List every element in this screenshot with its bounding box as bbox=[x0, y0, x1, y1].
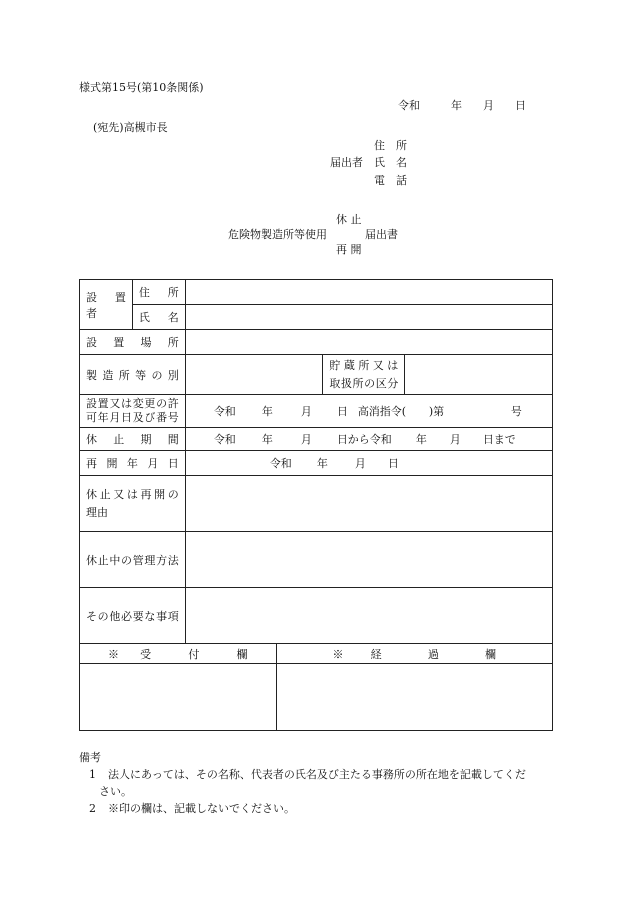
reason-label: 休止又は再開の 理由 bbox=[80, 476, 186, 532]
remarks bbox=[79, 749, 526, 817]
title-main-left: 危険物製造所等使用 bbox=[228, 228, 327, 241]
permit-field[interactable]: 令和 年 月 日 高消指令( )第 号 bbox=[185, 395, 552, 428]
remark-item-1-continued: さい。 bbox=[99, 785, 132, 798]
notifier-address-label: 住 所 bbox=[374, 139, 407, 152]
location-field[interactable] bbox=[185, 330, 552, 355]
suspension-period-field[interactable]: 令和 年 月 日から令和 年 月 日まで bbox=[185, 428, 552, 451]
date-era: 令和 bbox=[398, 99, 420, 112]
resume-date-label: 再開年月日 bbox=[80, 451, 186, 476]
notifier-name-label: 氏 名 bbox=[374, 156, 407, 169]
form-number: 様式第15号(第10条関係) bbox=[79, 81, 204, 94]
location-label: 設置場所 bbox=[80, 330, 186, 355]
date-day: 日 bbox=[515, 99, 526, 112]
storage-type-field[interactable] bbox=[405, 355, 553, 395]
storage-type-label: 貯蔵所又は 取扱所の区分 bbox=[323, 355, 405, 395]
remark-item-2: 2 ※印の欄は、記載しないでください。 bbox=[89, 802, 295, 815]
facility-type-label: 製造所等の別 bbox=[80, 355, 186, 395]
progress-field[interactable] bbox=[276, 664, 552, 731]
management-label: 休止中の管理方法 bbox=[80, 532, 186, 588]
installer-label: 設 置 者 bbox=[80, 280, 133, 330]
title-resume: 再 開 bbox=[336, 243, 362, 256]
reception-field[interactable] bbox=[80, 664, 277, 731]
resume-date-field[interactable]: 令和 年 月 日 bbox=[185, 451, 552, 476]
remarks-heading: 備考 bbox=[79, 751, 101, 764]
title-suspend: 休 止 bbox=[336, 213, 362, 226]
notifier-phone-label: 電 話 bbox=[374, 174, 407, 187]
other-matters-field[interactable] bbox=[185, 588, 552, 644]
permit-label: 設置又は変更の許 可年月日及び番号 bbox=[80, 395, 186, 428]
installer-name-field[interactable] bbox=[185, 305, 552, 330]
facility-type-field[interactable] bbox=[185, 355, 323, 395]
management-field[interactable] bbox=[185, 532, 552, 588]
notifier-label: 届出者 bbox=[330, 156, 363, 169]
notification-form-table bbox=[79, 279, 553, 731]
installer-address-label: 住 所 bbox=[132, 280, 185, 305]
date-year: 年 bbox=[451, 99, 462, 112]
remark-item-1: 1 法人にあっては、その名称、代表者の氏名及び主たる事務所の所在地を記載してくだ bbox=[89, 768, 526, 781]
installer-address-field[interactable] bbox=[185, 280, 552, 305]
progress-header: ※ 経 過 欄 bbox=[276, 644, 552, 664]
title-main-right: 届出書 bbox=[365, 228, 398, 241]
reception-header: ※ 受 付 欄 bbox=[80, 644, 277, 664]
suspension-period-label: 休止期間 bbox=[80, 428, 186, 451]
addressee: (宛先)高槻市長 bbox=[93, 121, 168, 134]
date-month: 月 bbox=[483, 99, 494, 112]
installer-name-label: 氏 名 bbox=[132, 305, 185, 330]
other-matters-label: その他必要な事項 bbox=[80, 588, 186, 644]
reason-field[interactable] bbox=[185, 476, 552, 532]
